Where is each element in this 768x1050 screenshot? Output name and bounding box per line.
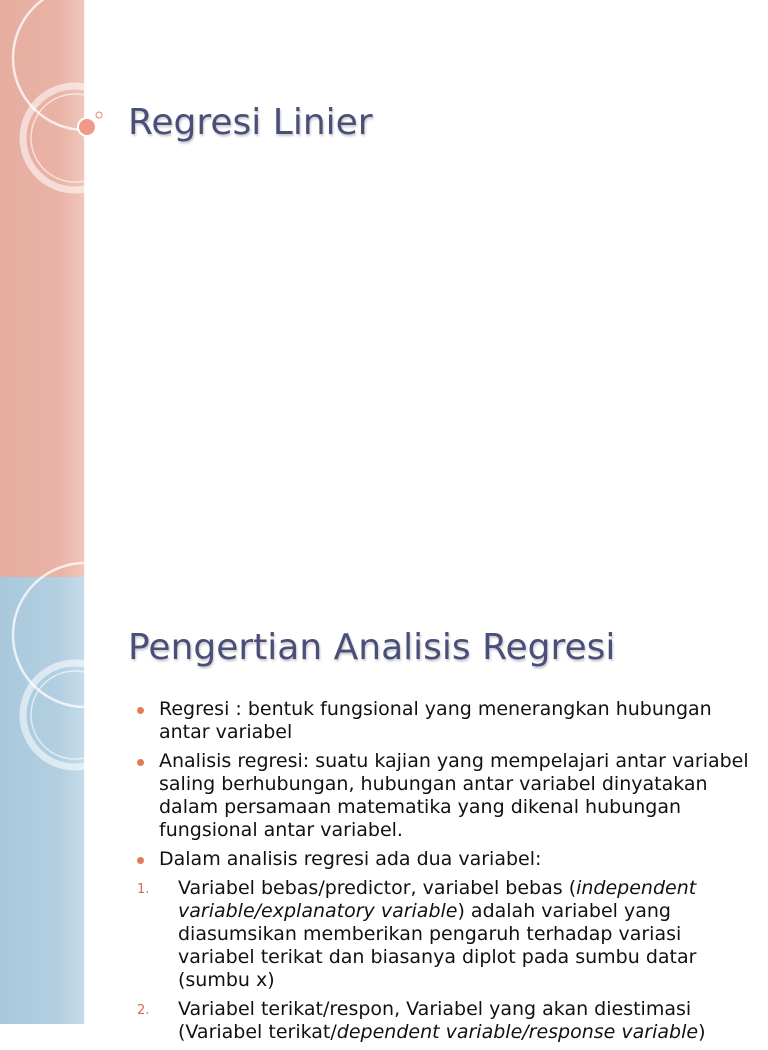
bullet-item	[133, 750, 753, 842]
numbered-text-italic: independent variable/explanatory variable	[178, 877, 697, 922]
list-number: 2.	[137, 1003, 150, 1018]
slide-title-text: Regresi Linier	[128, 102, 373, 143]
decorative-circles	[0, 577, 120, 797]
numbered-text: Variabel terikat/respon, Variabel yang akan diestimasi (Variabel terikat/	[178, 998, 692, 1043]
bullet-text: Analisis regresi: suatu kajian yang mempelajari antar variabel saling berhubungan, hubungan antar variabel dinyatakan dalam persamaan matematika yang dikenal hubungan fungsional antar variabel.	[159, 750, 749, 841]
bullet-item	[133, 698, 753, 744]
bullet-text: Regresi : bentuk fungsional yang menerangkan hubungan antar variabel	[159, 698, 712, 743]
bullet-text: Dalam analisis regresi ada dua variabel:	[159, 848, 542, 870]
bullet-dot-icon	[137, 707, 144, 714]
slide-content	[0, 577, 768, 1043]
bullet-item	[133, 848, 753, 871]
decorative-circles	[0, 0, 120, 220]
numbered-item	[133, 998, 753, 1044]
numbered-text-italic: dependent variable/response variable	[336, 1021, 699, 1043]
list-number: 1.	[137, 882, 150, 897]
bullet-dot-icon	[137, 759, 144, 766]
numbered-text: ) adalah variabel yang diasumsikan memberikan pengaruh terhadap variasi variabel terikat dan biasanya diplot pada sumbu datar (sumbu x)	[178, 900, 697, 991]
slide-heading: Pengertian Analisis Regresi	[128, 627, 616, 668]
numbered-item	[133, 877, 753, 992]
bullet-dot-icon	[137, 857, 144, 864]
numbered-text: Variabel bebas/predictor, variabel bebas (	[178, 877, 577, 899]
content-body	[133, 698, 753, 1050]
numbered-text: )	[698, 1021, 706, 1043]
